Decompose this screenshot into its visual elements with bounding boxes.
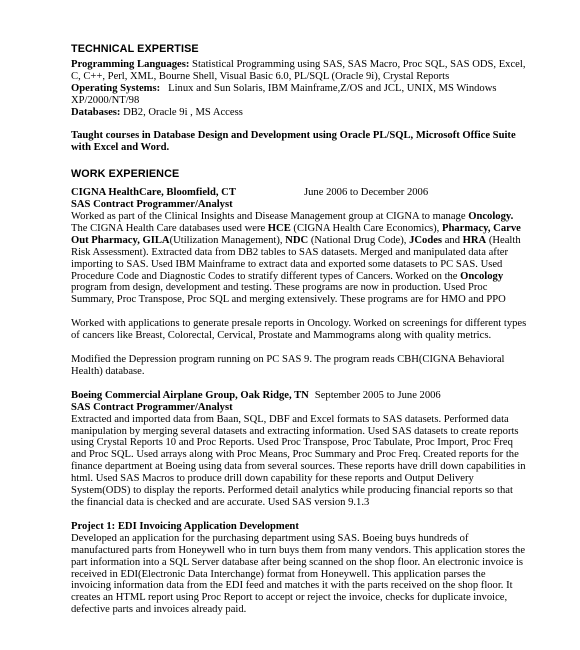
job-role: SAS Contract Programmer/Analyst (71, 401, 233, 413)
text-run: Worked as part of the Clinical Insights and Disease Management group at CIGNA to manage (71, 210, 469, 222)
text-run: program from design, development and testing. These programs are now in production. Used Proc Summary, Proc Transpose, Proc SQL and merging extensively. These programs are for HMO and PPO (71, 282, 506, 306)
text-run-bold: HCE (267, 222, 291, 234)
job-header (71, 187, 528, 199)
job-cigna (71, 187, 528, 378)
work-experience-section (71, 169, 528, 616)
text-run: (Utilization Management), (169, 234, 286, 246)
text-run: (CIGNA Health Care Economics), (290, 222, 442, 234)
project-description: Developed an application for the purchasing department using SAS. Boeing buys hundreds of manufactured parts from Honeywell who in turn buys them from many vendors. This application stores the part information into a SQL Server database after being scanned on the shop floor. An electronic invoice is received in EDI(Electronic Data Interchange) format from Honeywell. This application parses the invoicing information data from the EDI feed and matches it with the parts received on the shop floor. It creates an HTML report using Proc Report to accept or reject the invoice, checks for duplicate invoice, defective parts and invoices already paid. (71, 532, 526, 616)
section-heading-work-experience: WORK EXPERIENCE (71, 168, 180, 181)
taught-courses: Taught courses in Database Design and Development using Oracle PL/SQL, Microsoft Office Suite with Excel and Word. (71, 130, 516, 154)
text-run: (Health Risk Assessment). Extracted data from DB2 tables to SAS datasets. Merged and manipulated data after importing to SAS. Used IBM Mainframe to extract data and exported some datasets to PC SAS. Used Procedure Code and Diagnostic Codes to stratify different types of Cancers. Worked on the (71, 234, 521, 282)
text-run-bold: Pharmacy, Carve Out Pharmacy, GILA (71, 222, 521, 246)
text-run-bold: Oncology. (468, 210, 514, 222)
programming-languages-value: Statistical Programming using SAS, SAS Macro, Proc SQL, SAS ODS, Excel, C, C++, Perl, XML, Bourne Shell, Visual Basic 6.0, PL/SQL (Oracle 9i), Crystal Reports (71, 58, 526, 82)
text-run-bold: HRA (462, 234, 487, 246)
programming-languages-label: Programming Languages: (71, 58, 190, 70)
job-description (71, 211, 528, 306)
company-name: CIGNA HealthCare, Bloomfield, CT (71, 187, 236, 199)
company-name: Boeing Commercial Airplane Group, Oak Ridge, TN (71, 389, 309, 401)
job-role: SAS Contract Programmer/Analyst (71, 199, 233, 211)
programming-languages (71, 59, 528, 83)
project-title: Project 1: EDI Invoicing Application Development (71, 520, 299, 532)
job-boeing (71, 390, 528, 509)
operating-systems-value: Linux and Sun Solaris, IBM Mainframe,Z/OS and JCL, UNIX, MS Windows XP/2000/NT/98 (71, 82, 500, 106)
job-dates: September 2005 to June 2006 (314, 389, 441, 401)
text-run-bold: NDC (285, 234, 309, 246)
job-description: Modified the Depression program running on PC SAS 9. The program reads CBH(CIGNA Behavioral Health) database. (71, 354, 505, 377)
section-heading-technical-expertise: TECHNICAL EXPERTISE (71, 43, 199, 55)
text-run-bold: JCodes (409, 234, 443, 246)
operating-systems-label: Operating Systems: (71, 82, 161, 94)
text-run: The CIGNA Health Care databases used were (71, 222, 268, 234)
databases-label: Databases: (71, 106, 121, 118)
job-dates: June 2006 to December 2006 (304, 187, 429, 199)
job-description: Worked with applications to generate presale reports in Oncology. Worked on screenings for different types of cancers like Breast, Colorectal, Cervical, Prostate and Mammograms along with quality metrics. (71, 318, 527, 342)
databases-value: DB2, Oracle 9i , MS Access (120, 106, 243, 118)
technical-expertise-section (71, 44, 528, 154)
text-run: (National Drug Code), (308, 234, 410, 246)
databases (71, 107, 528, 119)
text-run-bold: Oncology (460, 270, 504, 282)
operating-systems (71, 83, 528, 107)
text-run: and (442, 234, 463, 246)
job-header (71, 390, 528, 402)
job-description: Extracted and imported data from Baan, SQL, DBF and Excel formats to SAS datasets. Performed data manipulation by merging several datasets and extracting information. Used SAS datasets to create reports using Crystal Reports 10 and Proc Reports. Used Proc Transpose, Proc Tabulate, Proc Import, Proc Freq and Proc SQL. Used arrays along with Proc Means, Proc Summary and Proc Freq. Created reports for the finance department at Boeing using data from several sources. These reports have drill down capabilities in html. Used SAS Macros to produce drill down capability for these reports and Output Delivery System(ODS) to display the reports. Performed detail analytics while producing financial reports so that the financial data is checked and are accurate. Used SAS version 9.1.3 (71, 413, 526, 508)
project-edi (71, 521, 528, 616)
